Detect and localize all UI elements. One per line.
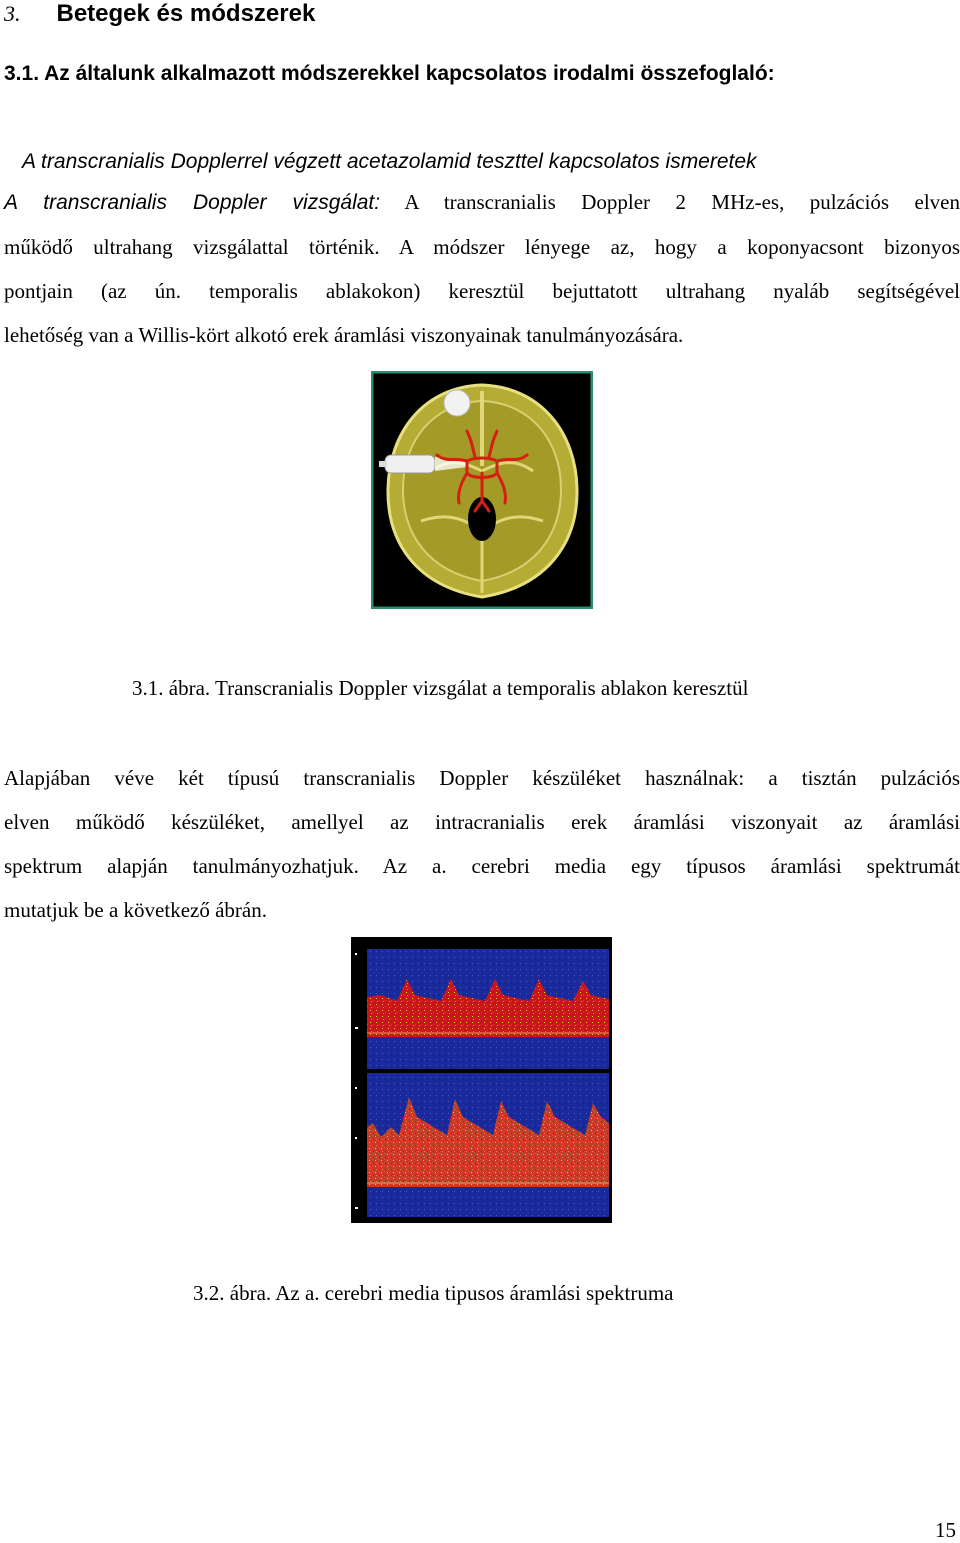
chapter-title: Betegek és módszerek xyxy=(56,0,316,27)
figure-2-caption: 3.2. ábra. Az a. cerebri media tipusos áramlási spektruma xyxy=(193,1281,674,1305)
paragraph-line xyxy=(4,180,960,225)
paragraph-tcd-intro xyxy=(4,180,960,357)
paragraph-line: pontjain (az ún. temporalis ablakokon) keresztül bejuttatott ultrahang nyaláb segítségével xyxy=(4,279,960,303)
figure-1-caption: 3.1. ábra. Transcranialis Doppler vizsgálat a temporalis ablakon keresztül xyxy=(132,676,749,700)
paragraph-line: működő ultrahang vizsgálattal történik. A módszer lényege az, hogy a koponyacsont bizonyos xyxy=(4,235,960,259)
doppler-probe xyxy=(385,455,435,473)
lead-term: A transcranialis Doppler vizsgálat: xyxy=(4,191,381,214)
chapter-number: 3. xyxy=(4,1,21,26)
figure-skull-tcd xyxy=(371,371,593,609)
doppler-spectrum-image xyxy=(351,937,612,1223)
skull-illustration xyxy=(371,371,593,609)
eye-globe xyxy=(444,390,470,416)
subsection-heading: A transcranialis Dopplerrel végzett acetazolamid teszttel kapcsolatos ismeretek xyxy=(22,150,757,173)
chapter-heading xyxy=(4,0,315,28)
lead-rest: A transcranialis Doppler 2 MHz-es, pulzációs elven xyxy=(380,190,960,214)
paragraph-line: mutatjuk be a következő ábrán. xyxy=(4,898,267,922)
paragraph-line: elven működő készüléket, amellyel az intracranialis erek áramlási viszonyait az áramlási xyxy=(4,810,960,834)
paragraph-device-types xyxy=(4,756,960,932)
section-heading: 3.1. Az általunk alkalmazott módszerekkel kapcsolatos irodalmi összefoglaló: xyxy=(4,62,775,85)
paragraph-line: Alapjában véve két típusú transcranialis Doppler készüléket használnak: a tisztán pulzációs xyxy=(4,766,960,790)
paragraph-line: lehetőség van a Willis-kört alkotó erek áramlási viszonyainak tanulmányozására. xyxy=(4,323,684,347)
paragraph-line: spektrum alapján tanulmányozhatjuk. Az a. cerebri media egy típusos áramlási spektrumát xyxy=(4,854,960,878)
figure-doppler-spectrum xyxy=(351,937,612,1223)
page-number: 15 xyxy=(935,1518,956,1542)
probe-cable xyxy=(379,461,387,467)
